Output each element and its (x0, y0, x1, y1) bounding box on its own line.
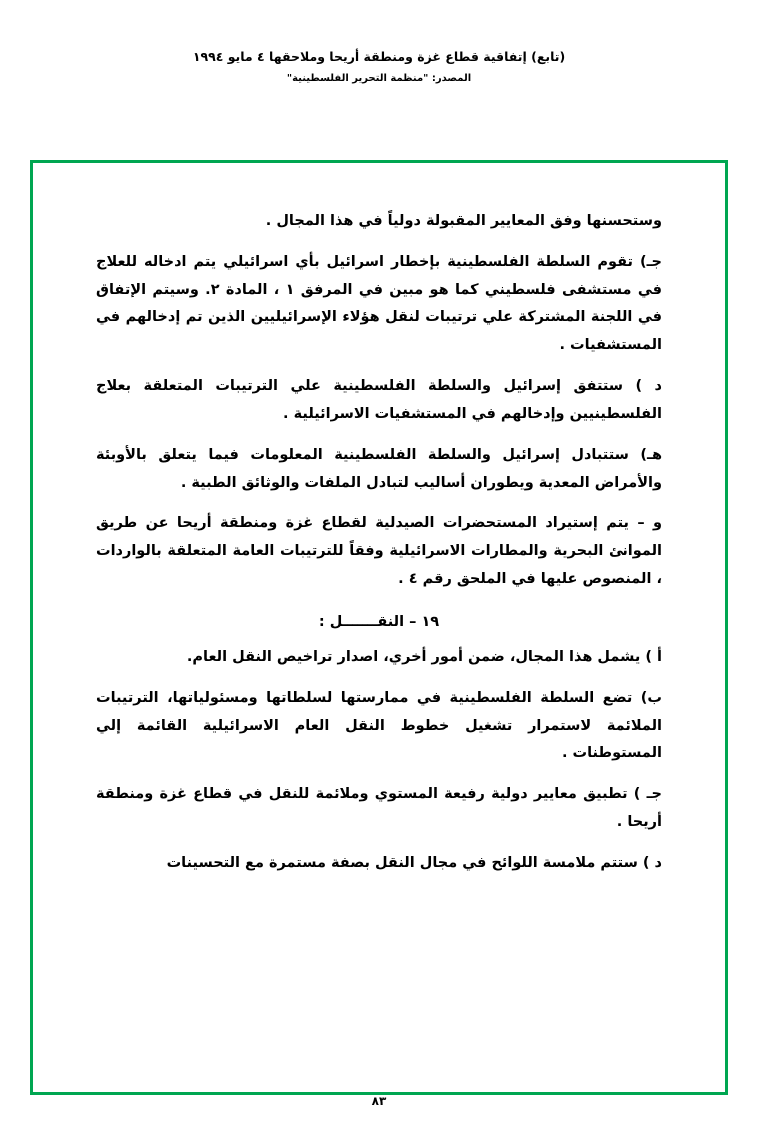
section-paragraph-d: د ) ستتم ملامسة اللوائح في مجال النقل بصفة مستمرة مع التحسينات (166, 854, 662, 871)
page-header (0, 48, 758, 86)
section-heading-transport: ١٩ – النقـــــــل : (318, 613, 440, 630)
paragraph-item-c: جـ) تقوم السلطة الفلسطينية بإخطار اسرائيل بأي اسرائيلي يتم ادخاله للعلاج في مستشفى فلسطيني كما هو مبين في المرفق ١ ، المادة ٢. وسيتم الإتفاق في اللجنة المشتركة علي ترتيبات لنقل هؤلاء الإسرائيليين الذين تم إدخالهم في المستشفيات . (96, 253, 662, 354)
section-paragraph-b: ب) تضع السلطة الفلسطينية في ممارستها لسلطاتها ومسئولياتها، الترتيبات الملائمة لاستمرار تشغيل خطوط النقل العام الاسرائيلية القائمة إلي المستوطنات . (96, 689, 662, 762)
document-body (96, 208, 662, 891)
paragraph-item-f: و – يتم إستيراد المستحضرات الصيدلية لقطاع غزة ومنطقة أريحا عن طريق الموانئ البحرية والمطارات الاسرائيلية وفقاً للترتيبات العامة المتعلقة بالواردات ، المنصوص عليها في الملحق رقم ٤ . (96, 515, 662, 588)
section-paragraph-c: جـ ) تطبيق معايير دولية رفيعة المستوي وملائمة للنقل في قطاع غزة ومنطقة أريحا . (96, 786, 662, 831)
page-number: ٨٣ (371, 1094, 387, 1108)
header-title: (تابع) إتفاقية قطاع غزة ومنطقة أريحا وملاحقها ٤ مايو ١٩٩٤ (192, 49, 566, 64)
document-page (0, 48, 758, 1126)
section-paragraph-a: أ ) يشمل هذا المجال، ضمن أمور أخري، اصدار تراخيص النقل العام. (186, 648, 662, 665)
paragraph-item-e: هـ) ستتبادل إسرائيل والسلطة الفلسطينية المعلومات فيما يتعلق بالأوبئة والأمراض المعدية ويطوران أساليب لتبادل الملفات والوثائق الطبية . (96, 446, 662, 491)
paragraph-continuation: وستحسنها وفق المعايير المقبولة دولياً في هذا المجال . (265, 213, 662, 229)
paragraph-item-d: د ) ستتفق إسرائيل والسلطة الفلسطينية علي الترتيبات المتعلقة بعلاج الفلسطينيين وإدخالهم في المستشفيات الاسرائيلية . (96, 378, 662, 422)
header-source: المصدر: "منظمة التحرير الفلسطينية" (286, 72, 472, 84)
